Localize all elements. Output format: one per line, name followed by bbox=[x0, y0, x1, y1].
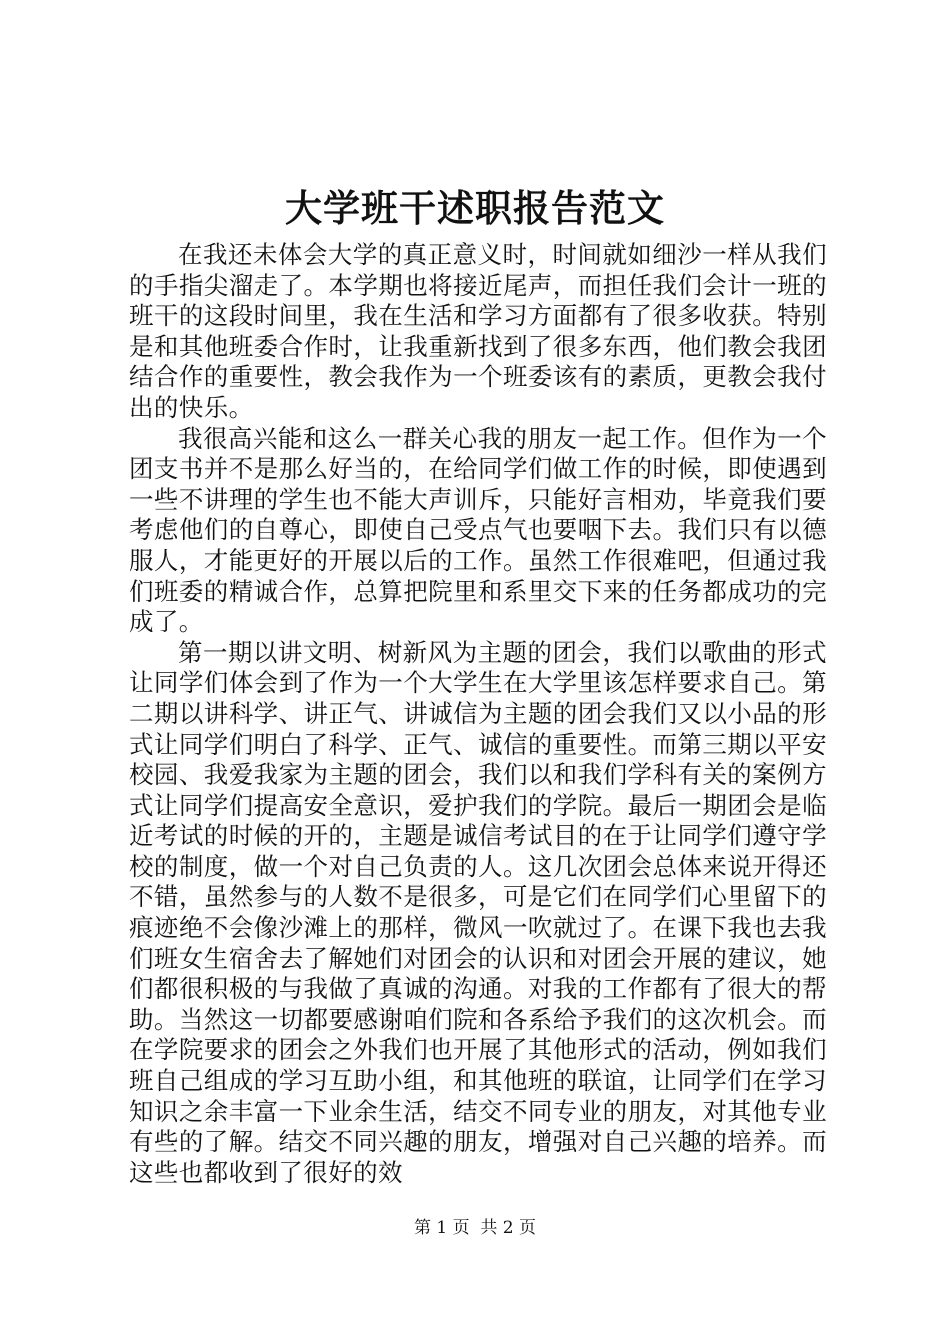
paragraph-2: 我很高兴能和这么一群关心我的朋友一起工作。但作为一个团支书并不是那么好当的，在给同学们做工作的时候，即使遇到一些不讲理的学生也不能大声训斥，只能好言相劝，毕竟我们要考虑他们的自尊心，即使自己受点气也要咽下去。我们只有以德服人，才能更好的开展以后的工作。虽然工作很难吧，但通过我们班委的精诚合作，总算把院里和系里交下来的任务都成功的完成了。 bbox=[129, 423, 827, 637]
document-title: 大学班干述职报告范文 bbox=[285, 186, 665, 230]
page-footer: 第 1 页 共 2 页 bbox=[413, 1218, 537, 1238]
document-body bbox=[129, 240, 827, 1188]
paragraph-3: 第一期以讲文明、树新风为主题的团会，我们以歌曲的形式让同学们体会到了作为一个大学生在大学里该怎样要求自己。第二期以讲科学、讲正气、讲诚信为主题的团会我们又以小品的形式让同学们明白了科学、正气、诚信的重要性。而第三期以平安校园、我爱我家为主题的团会，我们以和我们学科有关的案例方式让同学们提高安全意识，爱护我们的学院。最后一期团会是临近考试的时候的开的，主题是诚信考试目的在于让同学们遵守学校的制度，做一个对自己负责的人。这几次团会总体来说开得还不错，虽然参与的人数不是很多，可是它们在同学们心里留下的痕迹绝不会像沙滩上的那样，微风一吹就过了。在课下我也去我们班女生宿舍去了解她们对团会的认识和对团会开展的建议，她们都很积极的与我做了真诚的沟通。对我的工作都有了很大的帮助。当然这一切都要感谢咱们院和各系给予我们的这次机会。而在学院要求的团会之外我们也开展了其他形式的活动，例如我们班自己组成的学习互助小组，和其他班的联谊，让同学们在学习知识之余丰富一下业余生活，结交不同专业的朋友，对其他专业有些的了解。结交不同兴趣的朋友，增强对自己兴趣的培养。而这些也都收到了很好的效 bbox=[129, 637, 827, 1187]
paragraph-1: 在我还未体会大学的真正意义时，时间就如细沙一样从我们的手指尖溜走了。本学期也将接近尾声，而担任我们会计一班的班干的这段时间里，我在生活和学习方面都有了很多收获。特别是和其他班委合作时，让我重新找到了很多东西，他们教会我团结合作的重要性，教会我作为一个班委该有的素质，更教会我付出的快乐。 bbox=[129, 240, 827, 422]
